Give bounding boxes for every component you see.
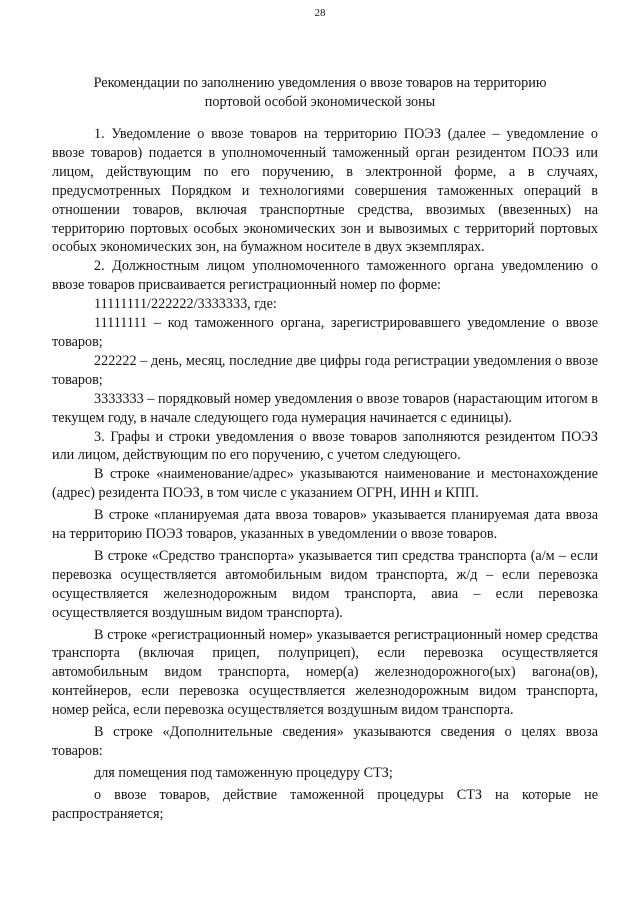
page-number: 28 [314, 7, 326, 19]
paragraph-registration-number: В строке «регистрационный номер» указывается регистрационный номер средства транспорта (включая прицеп, полуприцеп), если перевозка осуществляется автомобильным видом транспорта, номер(а) железнодорожного(ых) вагона(ов), контейнеров, если перевозка осуществляется железнодорожным видом транспорта, номер рейса, если перевозка осуществляется воздушным видом транспорта. [52, 626, 598, 719]
paragraph-customs-code: 11111111 – код таможенного органа, зарегистрировавшего уведомление о ввозе товаров; [52, 315, 598, 350]
registration-number-format: 11111111/222222/3333333, где: [94, 296, 277, 313]
paragraph-1: 1. Уведомление о ввозе товаров на территорию ПОЭЗ (далее – уведомление о ввозе товаров) подается в уполномоченный таможенный орган резидентом ПОЭЗ или лицом, действующим по его поручению, в электронной форме, а в случаях, предусмотренных Порядком и технологиями совершения таможенных операций в отношении товаров, включая транспортные средства, ввозимых (ввезенных) на территорию портовых особых экономических зон и вывозимых с территорий портовых особых экономических зон, на бумажном носителе в двух экземплярах. [52, 126, 598, 256]
document-body [52, 125, 598, 824]
paragraph-additional-info: В строке «Дополнительные сведения» указываются сведения о целях ввоза товаров: [52, 724, 598, 759]
paragraph-planned-date: В строке «планируемая дата ввоза товаров» указывается планируемая дата ввоза на территорию ПОЭЗ товаров, указанных в уведомлении о ввозе товаров. [52, 507, 598, 543]
paragraph-3: 3. Графы и строки уведомления о ввозе товаров заполняются резидентом ПОЭЗ или лицом, действующим по его поручению, с учетом следующего. [52, 428, 598, 464]
document-title [60, 74, 580, 112]
paragraph-sequence-number: 3333333 – порядковый номер уведомления о ввозе товаров (нарастающим итогом в текущем году, в начале следующего года нумерация начинается с единицы). [52, 390, 598, 426]
paragraph-transport-type: В строке «Средство транспорта» указывается тип средства транспорта (а/м – если перевозка осуществляется автомобильным видом транспорта, ж/д – если перевозка осуществляется железнодорожным видом транспорта, авиа – если перевозка осуществляется воздушным видом транспорта). [52, 547, 598, 621]
list-item-stz-procedure: для помещения под таможенную процедуру СТЗ; [94, 764, 393, 781]
list-item-stz-not-applicable: о ввозе товаров, действие таможенной процедуры СТЗ на которые не распространяется; [52, 786, 598, 822]
paragraph-2: 2. Должностным лицом уполномоченного таможенного органа уведомлению о ввозе товаров присваивается регистрационный номер по форме: [52, 258, 598, 294]
paragraph-name-address: В строке «наименование/адрес» указываются наименование и местонахождение (адрес) резидента ПОЭЗ, в том числе с указанием ОГРН, ИНН и КПП. [52, 466, 598, 502]
title-line-2: портовой особой экономической зоны [204, 94, 436, 110]
title-line-1: Рекомендации по заполнению уведомления о ввозе товаров на территорию [93, 75, 547, 91]
paragraph-date-code: 222222 – день, месяц, последние две цифры года регистрации уведомления о ввозе товаров; [52, 352, 598, 388]
